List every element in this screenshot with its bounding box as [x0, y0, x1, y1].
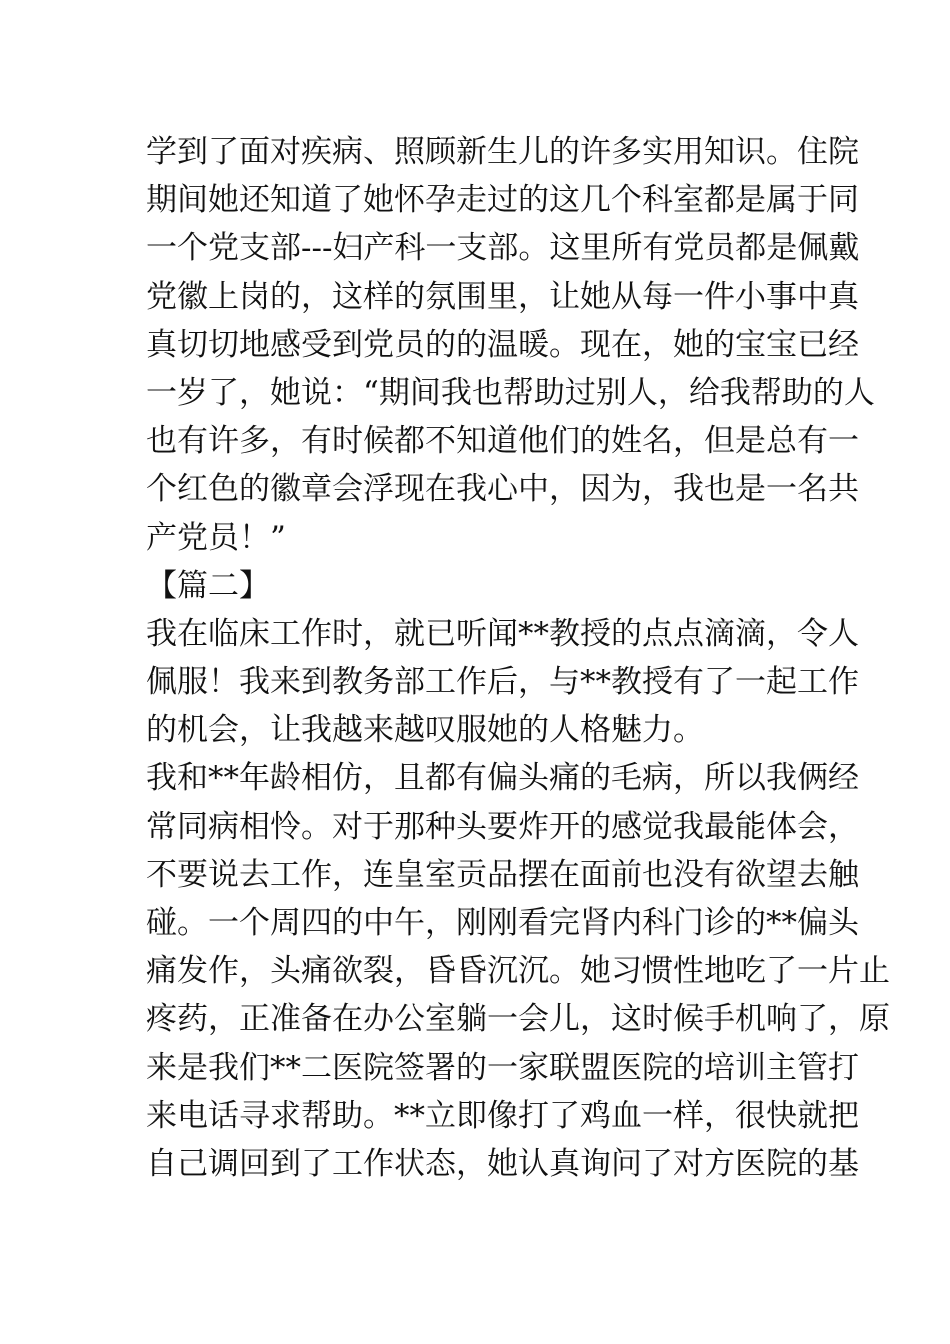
text-line: 痛发作，头痛欲裂，昏昏沉沉。她习惯性地吃了一片止 — [146, 953, 890, 990]
text-line: 也有许多，有时候都不知道他们的姓名，但是总有一 — [146, 423, 859, 460]
text-line: 佩服！我来到教务部工作后，与**教授有了一起工作 — [146, 664, 859, 701]
text-line: 个红色的徽章会浮现在我心中，因为，我也是一名共 — [146, 471, 859, 508]
text-line: 我和**年龄相仿，且都有偏头痛的毛病，所以我俩经 — [146, 760, 859, 797]
text-line: 我在临床工作时，就已听闻**教授的点点滴滴，令人 — [146, 615, 859, 652]
text-line: 来电话寻求帮助。**立即像打了鸡血一样，很快就把 — [146, 1097, 859, 1134]
text-line: 疼药，正准备在办公室躺一会儿，这时候手机响了，原 — [146, 1001, 890, 1038]
text-line: 真切切地感受到党员的的温暖。现在，她的宝宝已经 — [146, 326, 859, 363]
text-line: 产党员！” — [146, 519, 286, 556]
text-line: 一岁了，她说：“期间我也帮助过别人，给我帮助的人 — [146, 374, 875, 411]
text-line: 期间她还知道了她怀孕走过的这几个科室都是属于同 — [146, 182, 859, 219]
text-line: 一个党支部---妇产科一支部。这里所有党员都是佩戴 — [146, 230, 860, 267]
section-heading: 【篇二】 — [146, 567, 270, 604]
text-line: 不要说去工作，连皇室贡品摆在面前也没有欲望去触 — [146, 856, 859, 893]
text-line: 碰。一个周四的中午，刚刚看完肾内科门诊的**偏头 — [146, 905, 859, 941]
text-line: 党徽上岗的，这样的氛围里，让她从每一件小事中真 — [146, 278, 859, 315]
text-line: 常同病相怜。对于那种头要炸开的感觉我最能体会， — [146, 808, 859, 845]
text-line: 自己调回到了工作状态，她认真询问了对方医院的基 — [146, 1145, 859, 1182]
text-line: 来是我们**二医院签署的一家联盟医院的培训主管打 — [146, 1049, 859, 1086]
text-line: 学到了面对疾病、照顾新生儿的许多实用知识。住院 — [146, 134, 859, 170]
body-text — [146, 128, 890, 1188]
text-line: 的机会，让我越来越叹服她的人格魅力。 — [146, 712, 704, 749]
